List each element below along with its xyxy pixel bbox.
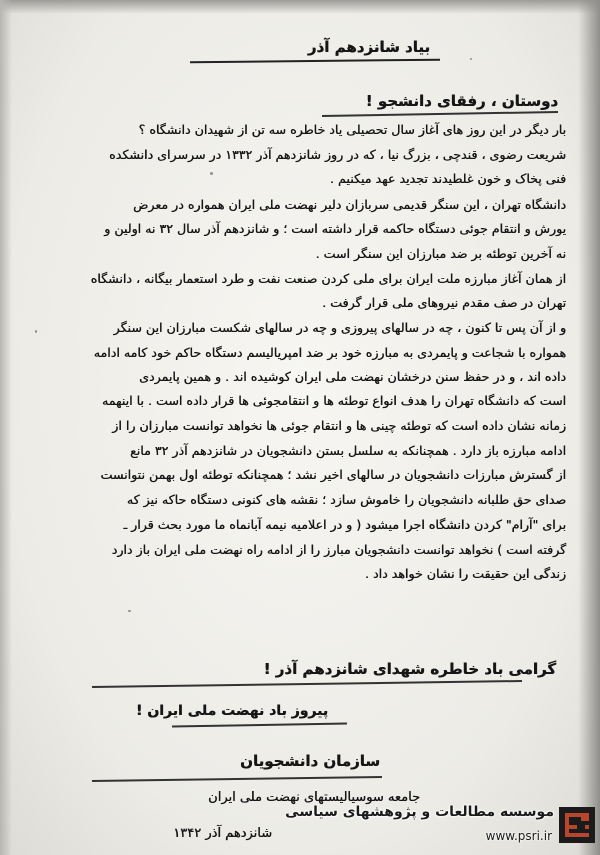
- scan-edge-top: [0, 0, 600, 14]
- closing-underline: [92, 680, 522, 688]
- salutation-underline: [322, 111, 558, 117]
- scan-speck: [210, 172, 213, 175]
- watermark-url: www.psri.ir: [485, 829, 552, 843]
- body-line: داده اند ، و در حفظ سنن درخشان نهضت ملی ایران کوشیده اند . و همین پایمردی: [139, 369, 566, 384]
- slogan-underline: [172, 722, 347, 727]
- body-line: از همان آغاز مبارزه ملت ایران برای ملی کردن صنعت نفت و طرد استعمار بیگانه ، دانشگاه: [90, 271, 566, 286]
- body-line: زندگی این حقیقت را نشان خواهد داد .: [364, 566, 566, 581]
- scan-speck: [35, 330, 37, 333]
- body-line: گرفته است ) نخواهد توانست دانشجویان مبارز را از ادامه راه نهضت ملی ایران باز دارد: [111, 542, 566, 557]
- title-underline: [190, 59, 440, 64]
- watermark-institute-name: موسسه مطالعات و پژوهشهای سیاسی: [285, 804, 554, 820]
- body-line: برای "آرام" کردن دانشگاه اجرا میشود ( و در اعلامیه نیمه آبانماه ما مورد بحث قرار ـ: [123, 517, 566, 532]
- body-line: بار دیگر در این روز های آغاز سال تحصیلی یاد خاطره سه تن از شهیدان دانشگاه ؟: [138, 122, 566, 137]
- body-line: و از آن پس تا کنون ، چه در سالهای پیروزی و چه در سالهای شکست مبارزان این سنگر: [113, 320, 566, 335]
- body-line: تهران در صف مقدم نیروهای ملی قرار گرفت .: [322, 295, 566, 310]
- salutation: دوستان ، رفقای دانشجو !: [365, 92, 558, 110]
- scan-edge-right: [578, 0, 600, 855]
- scan-speck: [470, 58, 472, 60]
- closing-line: گرامی باد خاطره شهدای شانزدهم آذر !: [263, 660, 556, 678]
- signature-organization: سازمان دانشجویان: [240, 752, 380, 770]
- body-line: ادامه مبارزه باز دارد . همچنانکه به سلسل بستن دانشجویان در شانزدهم آذر ۳۲ مانع: [129, 443, 566, 458]
- body-line: فنی پخاک و خون غلطیدند تجدید عهد میکنیم .: [329, 171, 566, 186]
- body-line: است که دانشگاه تهران را هدف انواع توطئه ها و انتقامجوئی ها قرار داده است . با اینهمه: [101, 393, 566, 408]
- scan-speck: [128, 610, 131, 612]
- slogan: پیروز باد نهضت ملی ایران !: [135, 703, 328, 719]
- psri-logo-icon: [558, 806, 596, 844]
- body-line: یورش و انتقام جوئی دستگاه حاکمه قرار داشته است ؛ و شانزدهم آذر سال ۳۲ نه اولین و: [104, 221, 566, 236]
- signature-party: جامعه سوسیالیستهای نهضت ملی ایران: [208, 790, 420, 805]
- scan-edge-left: [0, 0, 12, 855]
- body-line: از گسترش مبارزات دانشجویان در سالهای اخیر نشد ؛ همچنانکه توطئه اول بهمن نتوانست: [100, 467, 566, 482]
- body-line: زمانه نشان داده است که توطئه چینی ها و انتقام جوئی ها نخواهد توانست مبارزان را از: [112, 418, 566, 433]
- body-line: صدای حق طلبانه دانشجویان را خاموش سازد ؛ نقشه های کنونی دستگاه حاکه نیز که: [126, 492, 566, 507]
- signature-underline: [92, 776, 382, 782]
- document-title: بیاد شانزدهم آذر: [307, 38, 430, 56]
- body-line: همواره با شجاعت و پایمردی به مبارزه خود بر ضد امپریالیسم دستگاه حاکم خود کامه ادامه: [93, 345, 566, 360]
- body-line: دانشگاه تهران ، این سنگر قدیمی سربازان دلیر نهضت ملی ایران همواره در معرض: [133, 197, 566, 212]
- document-date: شانزدهم آذر ۱۳۴۲: [173, 826, 272, 841]
- body-line: نه آخرین توطئه بر ضد مبارزان این سنگر است .: [315, 246, 566, 261]
- body-line: شریعت رضوی ، قندچی ، بزرگ نیا ، که در روز شانزدهم آذر ۱۳۳۲ در سرسرای دانشکده: [109, 147, 566, 162]
